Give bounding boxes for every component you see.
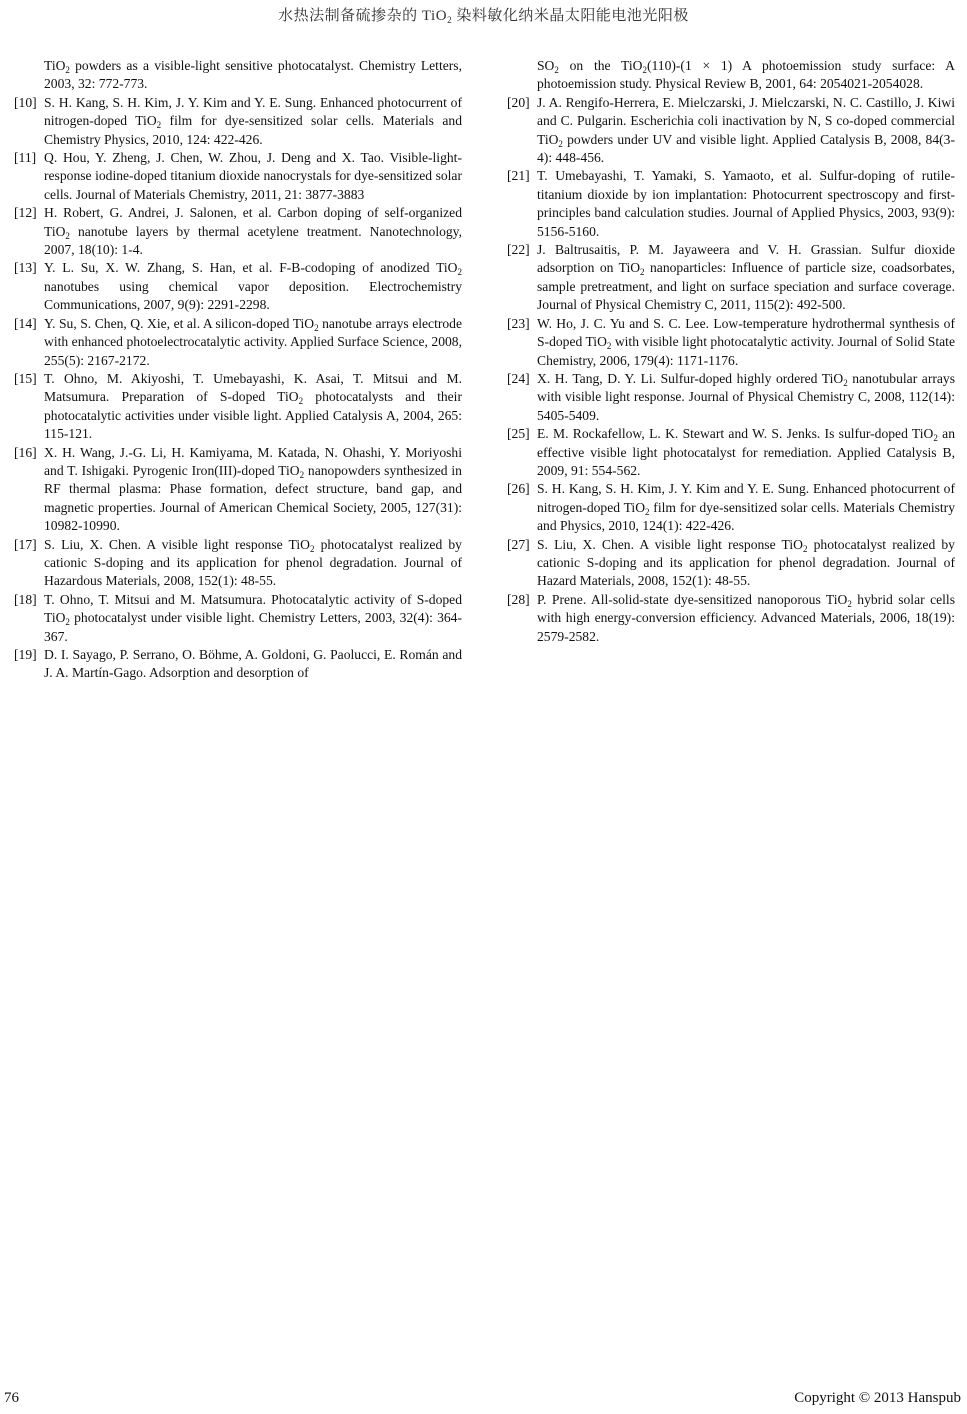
reference-list [14, 94, 462, 683]
reference-number: [21] [507, 168, 530, 184]
reference-text: S. H. Kang, S. H. Kim, J. Y. Kim and Y. E. Sung. Enhanced photocurrent of nitrogen-doped TiO [44, 94, 462, 129]
reference-number: [27] [507, 536, 530, 552]
reference-text: (110)-(1 × 1) A photoemission study surface: A photoemission study. Physical Review B, 2001, 64: 2054021-2054028. [537, 58, 955, 92]
subscript: 2 [65, 230, 70, 241]
header-title-sub: 2 [447, 15, 453, 25]
reference-number: [14] [14, 315, 37, 331]
subscript: 2 [558, 138, 563, 149]
reference-text: J. A. Rengifo-Herrera, E. Mielczarski, J. Mielczarski, N. C. Castillo, J. Kiwi and C. Pulgarin. Escherichia coli inactivation by N, S co-doped commercial TiO [537, 94, 955, 147]
reference-entry [14, 315, 462, 370]
reference-body [44, 591, 462, 646]
reference-body [44, 149, 462, 204]
reference-entry [14, 591, 462, 646]
reference-entry [507, 480, 955, 535]
reference-entry [14, 149, 462, 204]
subscript: 2 [640, 267, 645, 278]
reference-number: [12] [14, 205, 37, 221]
reference-number: [17] [14, 536, 37, 552]
copyright-notice: Copyright © 2013 Hanspub [794, 1390, 961, 1406]
reference-entry [507, 94, 955, 168]
reference-text: E. M. Rockafellow, L. K. Stewart and W. S. Jenks. Is sulfur-doped TiO [537, 426, 934, 442]
reference-text: hybrid solar cells with high energy-conversion efficiency. Advanced Materials, 2006, 18(19): 2579-2582. [537, 591, 955, 644]
reference-text: H. Robert, G. Andrei, J. Salonen, et al. Carbon doping of self-organized TiO [44, 205, 462, 239]
reference-body [44, 646, 462, 683]
subscript: 2 [554, 65, 559, 75]
reference-text: photocatalyst under visible light. Chemistry Letters, 2003, 32(4): 364-367. [44, 610, 462, 644]
reference-text: on the TiO [558, 58, 643, 73]
subscript: 2 [642, 65, 647, 75]
subscript: 2 [645, 506, 650, 517]
reference-entry [14, 94, 462, 149]
reference-text: T. Ohno, M. Akiyoshi, T. Umebayashi, K. Asai, T. Mitsui and M. Matsumura. Preparation of S-doped TiO [44, 370, 462, 405]
reference-text: photocatalyst realized by cationic S-doping and its application for phenol degradation. Journal of Hazard Materials, 2008, 152(1): 48-55. [537, 536, 955, 589]
reference-text: TiO [44, 58, 66, 73]
subscript: 2 [65, 65, 70, 75]
reference-entry [507, 315, 955, 370]
reference-body [537, 480, 955, 535]
reference-body [537, 425, 955, 480]
reference-entry [14, 646, 462, 683]
reference-body [537, 241, 955, 315]
reference-list [507, 94, 955, 646]
reference-number: [22] [507, 242, 530, 258]
subscript: 2 [802, 543, 808, 554]
reference-number: [18] [14, 591, 37, 607]
reference-entry [507, 591, 955, 646]
subscript: 2 [298, 396, 304, 407]
subscript: 2 [65, 617, 70, 628]
reference-text: nanopowders synthesized in RF thermal plasma: Phase formation, defect structure, band gap, and magnetic properties. Journal of American Chemical Society, 2005, 127(31): 10982-10990. [44, 462, 462, 534]
reference-continuation [507, 57, 955, 94]
reference-entry [507, 536, 955, 591]
reference-text: nanotubular arrays with visible light response. Journal of Physical Chemistry C, 2008, 112(14): 5405-5409. [537, 370, 955, 423]
reference-number: [15] [14, 370, 37, 386]
reference-text: T. Ohno, T. Mitsui and M. Matsumura. Photocatalytic activity of S-doped TiO [44, 591, 462, 626]
reference-entry [14, 536, 462, 591]
reference-text: with visible light photocatalytic activity. Journal of Solid State Chemistry, 2006, 179(4): 1171-1176. [537, 334, 955, 368]
running-header [0, 4, 967, 25]
reference-number: [26] [507, 481, 530, 497]
reference-number: [10] [14, 94, 37, 110]
reference-entry [507, 241, 955, 315]
reference-body [44, 259, 462, 314]
reference-text: powders as a visible-light sensitive photocatalyst. Chemistry Letters, 2003, 32: 772-773. [44, 58, 462, 92]
reference-entry [14, 204, 462, 259]
subscript: 2 [843, 377, 848, 388]
reference-continuation [14, 57, 462, 94]
reference-text: W. Ho, J. C. Yu and S. C. Lee. Low-temperature hydrothermal synthesis of S-doped TiO [537, 315, 955, 350]
subscript: 2 [606, 341, 612, 352]
reference-text: photocatalysts and their photocatalytic activities under visible light. Applied Catalysis A, 2004, 265: 115-121. [44, 389, 462, 442]
reference-body [537, 536, 955, 591]
reference-number: [28] [507, 591, 530, 607]
reference-entry [14, 444, 462, 536]
reference-body [44, 444, 462, 536]
reference-text: photocatalyst realized by cationic S-doping and its application for phenol degradation. Journal of Hazardous Materials, 2008, 152(1): 48-55. [44, 536, 462, 589]
reference-body [44, 315, 462, 370]
reference-body [537, 370, 955, 425]
reference-text: X. H. Tang, D. Y. Li. Sulfur-doped highly ordered TiO [537, 370, 844, 386]
reference-text: Y. Su, S. Chen, Q. Xie, et al. A silicon-doped TiO [44, 315, 315, 331]
header-title-pre: 水热法制备硫掺杂的 TiO [278, 8, 448, 24]
right-column [507, 57, 955, 646]
reference-text: nanotube layers by thermal acetylene treatment. Nanotechnology, 2007, 18(10): 1-4. [44, 223, 462, 258]
reference-body [537, 315, 955, 370]
reference-number: [24] [507, 370, 530, 386]
header-title-post: 染料敏化纳米晶太阳能电池光阳极 [452, 8, 689, 24]
reference-entry [507, 370, 955, 425]
reference-number: [16] [14, 444, 37, 460]
reference-text: nanotubes using chemical vapor deposition. Electrochemistry Communications, 2007, 9(9): 2291-2298. [44, 278, 462, 313]
subscript: 2 [299, 469, 305, 480]
reference-number: [25] [507, 426, 530, 442]
reference-entry [14, 259, 462, 314]
reference-entry [14, 370, 462, 444]
left-column [14, 57, 462, 683]
reference-number: [11] [14, 150, 37, 166]
reference-text: S. H. Kang, S. H. Kim, J. Y. Kim and Y. E. Sung. Enhanced photocurrent of nitrogen-doped TiO [537, 481, 955, 515]
subscript: 2 [309, 543, 315, 554]
reference-number: [23] [507, 315, 530, 331]
subscript: 2 [156, 120, 162, 131]
reference-text: X. H. Wang, J.-G. Li, H. Kamiyama, M. Katada, N. Ohashi, Y. Moriyoshi and T. Ishigaki. Pyrogenic Iron(III)-doped TiO [44, 444, 462, 478]
subscript: 2 [847, 598, 852, 609]
reference-body [537, 167, 955, 241]
reference-body [44, 370, 462, 444]
reference-text: Q. Hou, Y. Zheng, J. Chen, W. Zhou, J. Deng and X. Tao. Visible-light-response iodine-doped titanium dioxide nanocrystals for dye-sensitized solar cells. Journal of Materials Chemistry, 2011, 21: 3877-3883 [44, 150, 462, 202]
reference-text: film for dye-sensitized solar cells. Materials and Chemistry Physics, 2010, 124: 422-426. [44, 113, 462, 147]
page-number: 76 [4, 1390, 19, 1406]
reference-text: powders under UV and visible light. Applied Catalysis B, 2008, 84(3-4): 448-456. [537, 131, 955, 166]
subscript: 2 [933, 433, 938, 444]
reference-entry [507, 425, 955, 480]
reference-number: [13] [14, 260, 37, 276]
reference-text: S. Liu, X. Chen. A visible light response TiO [537, 536, 803, 552]
reference-text: nanotube arrays electrode with enhanced photoelectrocatalytic activity. Applied Surface Science, 2008, 255(5): 2167-2172. [44, 315, 463, 368]
reference-number: [19] [14, 647, 37, 662]
reference-text: D. I. Sayago, P. Serrano, O. Böhme, A. Goldoni, G. Paolucci, E. Román and J. A. Martín-Gago. Adsorption and desorption of [44, 647, 462, 681]
reference-entry [507, 167, 955, 241]
reference-text: an effective visible light photocatalyst for remediation. Applied Catalysis B, 2009, 91: 554-562. [537, 426, 955, 478]
reference-text: T. Umebayashi, T. Yamaki, S. Yamaoto, et al. Sulfur-doping of rutile-titanium dioxide by ion implantation: Photocurrent spectroscopy and first-principles band calculation studies. Journal of Applied Physics, 2003, 93(9): 5156-5160. [537, 168, 955, 239]
reference-number: [20] [507, 94, 530, 110]
subscript: 2 [457, 267, 462, 278]
reference-body [44, 204, 462, 259]
subscript: 2 [314, 322, 319, 333]
reference-text: J. Baltrusaitis, P. M. Jayaweera and V. H. Grassian. Sulfur dioxide adsorption on TiO [537, 242, 955, 276]
reference-text: film for dye-sensitized solar cells. Materials Chemistry and Physics, 2010, 124(1): 422-426. [537, 499, 955, 534]
reference-body [537, 94, 955, 168]
reference-body [44, 94, 462, 149]
reference-body [537, 591, 955, 646]
reference-text: nanoparticles: Influence of particle size, coadsorbates, sample pretreatment, and light on surface speciation and surface coverage. Journal of Physical Chemistry C, 2011, 115(2): 492-500. [537, 260, 955, 313]
reference-text: SO [537, 58, 555, 73]
reference-text: Y. L. Su, X. W. Zhang, S. Han, et al. F-B-codoping of anodized TiO [44, 260, 458, 276]
reference-body [44, 536, 462, 591]
reference-text: S. Liu, X. Chen. A visible light response TiO [44, 536, 310, 552]
reference-text: P. Prene. All-solid-state dye-sensitized nanoporous TiO [537, 591, 848, 607]
